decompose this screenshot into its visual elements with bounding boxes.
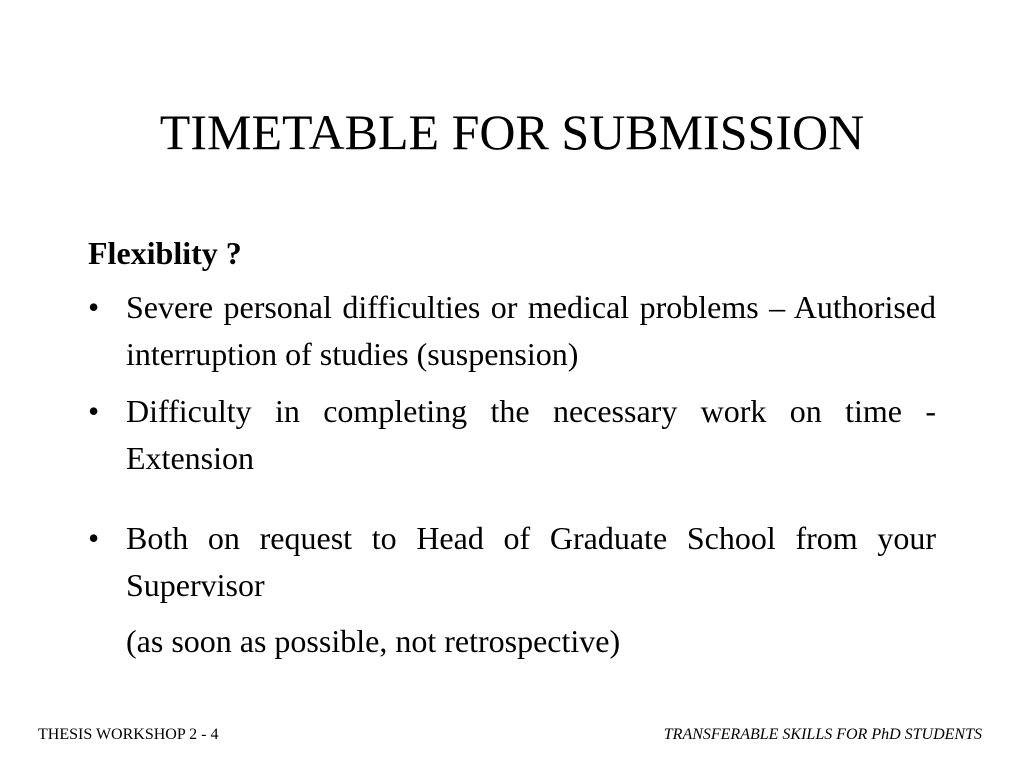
bullet-item: [88, 388, 936, 482]
bullet-text: Difficulty in completing the necessary work on time - Extension: [126, 393, 936, 476]
slide-body: [88, 230, 936, 665]
footer-left: THESIS WORKSHOP 2 - 4: [38, 726, 219, 743]
bullet-note: (as soon as possible, not retrospective): [126, 623, 621, 659]
slide-title: TIMETABLE FOR SUBMISSION: [159, 104, 865, 160]
section-heading: Flexiblity ?: [88, 235, 242, 271]
bullet-icon: •: [88, 393, 100, 429]
footer-right: TRANSFERABLE SKILLS FOR PhD STUDENTS: [663, 726, 982, 743]
bullet-item: [88, 284, 936, 378]
bullet-item: [88, 515, 936, 609]
bullet-icon: •: [88, 520, 100, 556]
bullet-text: Severe personal difficulties or medical problems – Authorised interruption of studies (suspension): [126, 289, 936, 372]
bullet-icon: •: [88, 289, 100, 325]
bullet-text: Both on request to Head of Graduate School from your Supervisor: [126, 520, 936, 603]
